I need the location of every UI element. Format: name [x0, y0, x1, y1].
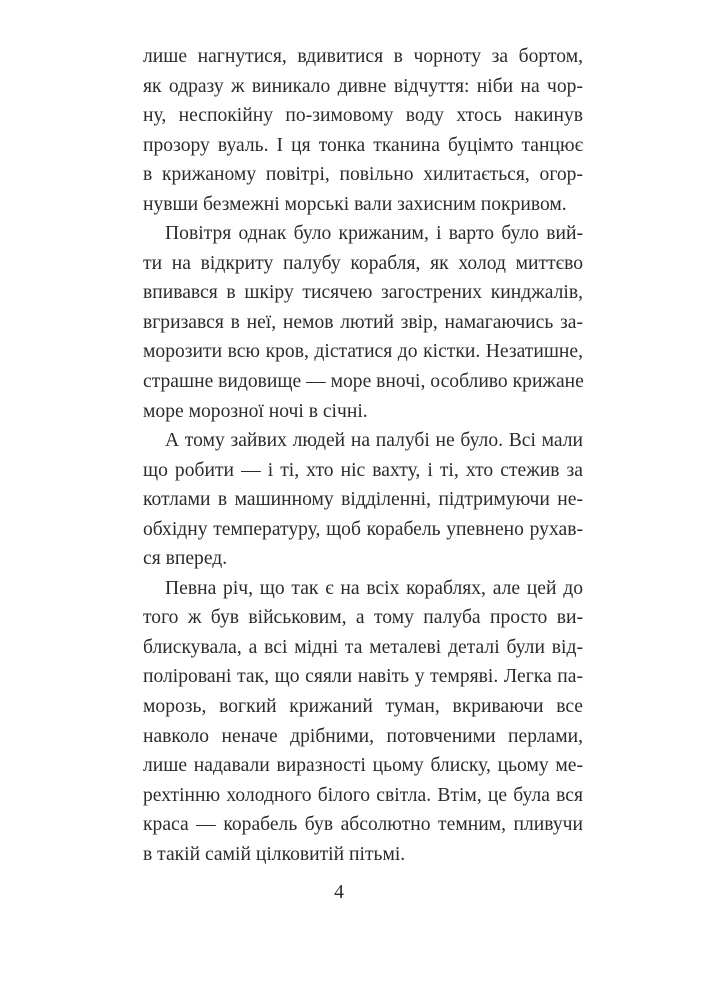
text-line: морозь, вогкий крижаний туман, вкриваючи все — [143, 696, 583, 718]
text-line: ти на відкриту палубу корабля, як холод миттєво — [143, 252, 583, 274]
text-line: краса — корабель був абсолютно темним, пливучи — [143, 814, 583, 836]
text-line: рехтінню холодного білого світла. Втім, це була вся — [143, 784, 583, 806]
text-line: нувши безмежні морські вали захисним покривом. — [143, 193, 567, 215]
text-line: А тому зайвих людей на палубі не було. Всі мали — [165, 430, 583, 452]
text-line: Повітря однак було крижаним, і варто було вий- — [165, 223, 583, 245]
text-line: поліровані так, що сяяли навіть у темряві. Легка па- — [143, 666, 583, 688]
text-line: вгризався в неї, немов лютий звір, намагаючись за- — [143, 311, 583, 333]
text-line: лише нагнутися, вдивитися в чорноту за бортом, — [143, 46, 583, 67]
text-line: море морозної ночі в січні. — [143, 400, 368, 422]
paragraph — [143, 574, 583, 869]
text-line: в такій самій цілковитій пітьмі. — [143, 843, 406, 865]
text-line: того ж був військовим, а тому палуба просто ви- — [143, 607, 583, 629]
text-line: котлами в машинному відділенні, підтримуючи не- — [143, 489, 583, 511]
text-line: морозити всю кров, дістатися до кістки. Незатишне, — [143, 341, 583, 363]
text-line: обхідну температуру, щоб корабель упевнено рухав- — [143, 518, 583, 540]
text-line: навколо неначе дрібними, потовченими перлами, — [143, 725, 583, 747]
text-line: блискувала, а всі мідні та металеві деталі були від- — [143, 636, 583, 658]
text-line: ну, неспокійну по-зимовому воду хтось накинув — [143, 105, 583, 127]
text-line: страшне видовище — море вночі, особливо крижане — [143, 371, 584, 393]
paragraph — [143, 426, 583, 574]
text-line: впивався в шкіру тисячею загострених кинджалів, — [143, 282, 583, 304]
paragraph — [143, 42, 583, 219]
text-line: прозору вуаль. І ця тонка тканина буцімто танцює — [143, 134, 583, 156]
paragraph — [143, 219, 583, 426]
text-line: що робити — і ті, хто ніс вахту, і ті, хто стежив за — [143, 459, 583, 481]
text-line: лише надавали виразності цьому блиску, цьому ме- — [143, 755, 583, 777]
text-line: як одразу ж виникало дивне відчуття: ніби на чор- — [143, 75, 583, 97]
body-text — [143, 42, 583, 869]
page-number: 4 — [334, 882, 344, 903]
text-line: ся вперед. — [143, 548, 228, 570]
text-line: Певна річ, що так є на всіх кораблях, але цей до — [165, 577, 583, 599]
text-line: в крижаному повітрі, повільно хилитається, огор- — [143, 164, 583, 186]
